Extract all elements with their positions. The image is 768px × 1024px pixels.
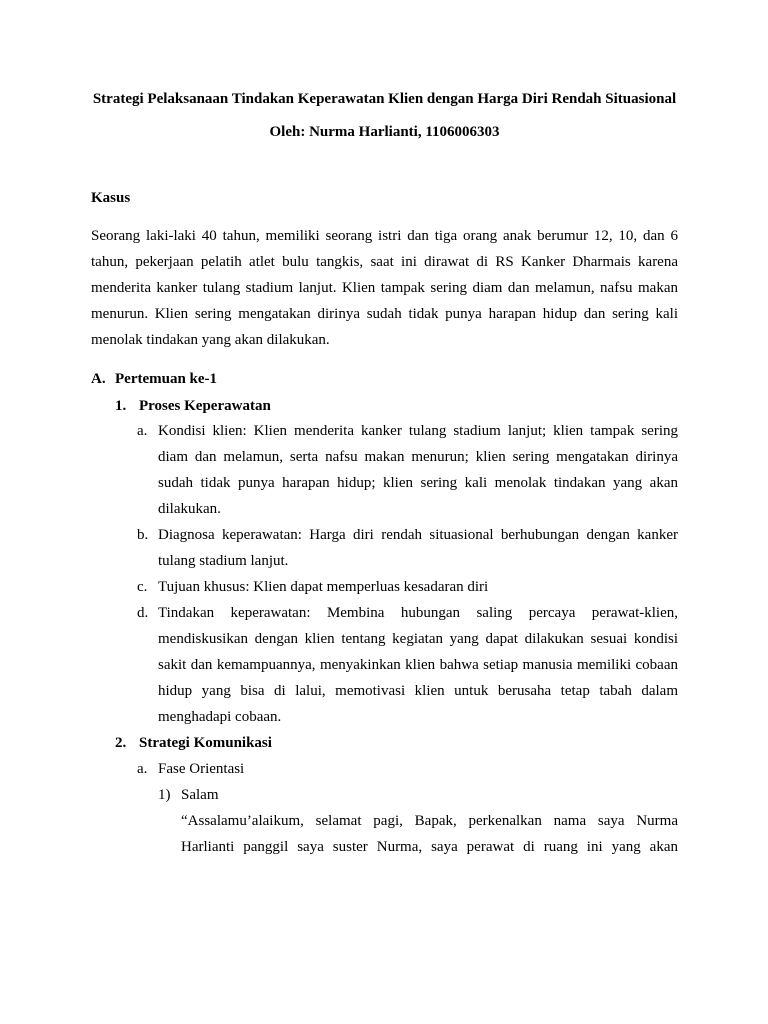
kasus-line: menurun. Klien sering mengatakan dirinya sudah tidak punya harapan hidup dan sering kali (91, 306, 678, 322)
section-a-marker: A. (91, 371, 106, 387)
item-1d-line: mendiskusikan dengan klien tentang kegiatan yang dapat dilakukan sesuai kondisi (158, 631, 678, 647)
document-title: Strategi Pelaksanaan Tindakan Keperawatan Klien dengan Harga Diri Rendah Situasional (92, 91, 677, 107)
item-1-marker: 1. (115, 398, 127, 414)
item-1c-line: Tujuan khusus: Klien dapat memperluas kesadaran diri (158, 579, 489, 595)
item-2a1-marker: 1) (158, 787, 171, 803)
item-2a1-heading: Salam (181, 787, 219, 803)
item-1d-marker: d. (137, 605, 149, 621)
item-2a-heading: Fase Orientasi (158, 761, 245, 777)
kasus-heading: Kasus (91, 190, 131, 206)
item-1c-marker: c. (137, 579, 148, 595)
item-2a-marker: a. (137, 761, 148, 777)
item-1d-line: Tindakan keperawatan: Membina hubungan saling percaya perawat-klien, (158, 605, 678, 621)
document-author: Oleh: Nurma Harlianti, 1106006303 (269, 124, 500, 140)
item-2a1-line: “Assalamu’alaikum, selamat pagi, Bapak, perkenalkan nama saya Nurma (181, 813, 678, 829)
item-2-heading: Strategi Komunikasi (139, 735, 272, 751)
item-1d-line: hidup yang bisa di lalui, memotivasi klien untuk berusaha tetap tabah dalam (158, 683, 678, 699)
item-1a-line: Kondisi klien: Klien menderita kanker tulang stadium lanjut; klien tampak sering (158, 423, 678, 439)
item-1-heading: Proses Keperawatan (139, 398, 271, 414)
item-1d-line: sakit dan kemampuannya, menyakinkan klien bahwa setiap manusia memiliki cobaan (158, 657, 678, 673)
item-1a-line: diam dan melamun, serta nafsu makan menurun; klien sering mengatakan dirinya (158, 449, 678, 465)
kasus-line: Seorang laki-laki 40 tahun, memiliki seorang istri dan tiga orang anak berumur 12, 10, dan 6 (91, 228, 678, 244)
kasus-line: menderita kanker tulang stadium lanjut. Klien tampak sering diam dan melamun, nafsu makan (91, 280, 678, 296)
kasus-line: tahun, pekerjaan pelatih atlet bulu tangkis, saat ini dirawat di RS Kanker Dharmais karena (91, 254, 678, 270)
item-2-marker: 2. (115, 735, 127, 751)
kasus-line: menolak tindakan yang akan dilakukan. (91, 332, 330, 348)
section-a-heading: Pertemuan ke-1 (115, 371, 218, 387)
item-1b-line: Diagnosa keperawatan: Harga diri rendah situasional berhubungan dengan kanker (158, 527, 678, 543)
item-1a-line: dilakukan. (158, 501, 221, 517)
item-1a-marker: a. (137, 423, 148, 439)
item-1d-line: menghadapi cobaan. (158, 709, 282, 725)
item-1b-marker: b. (137, 527, 149, 543)
item-2a1-line: Harlianti panggil saya suster Nurma, saya perawat di ruang ini yang akan (181, 839, 678, 855)
item-1b-line: tulang stadium lanjut. (158, 553, 289, 569)
item-1a-line: sudah tidak punya harapan hidup; klien sering kali menolak tindakan yang akan (158, 475, 678, 491)
